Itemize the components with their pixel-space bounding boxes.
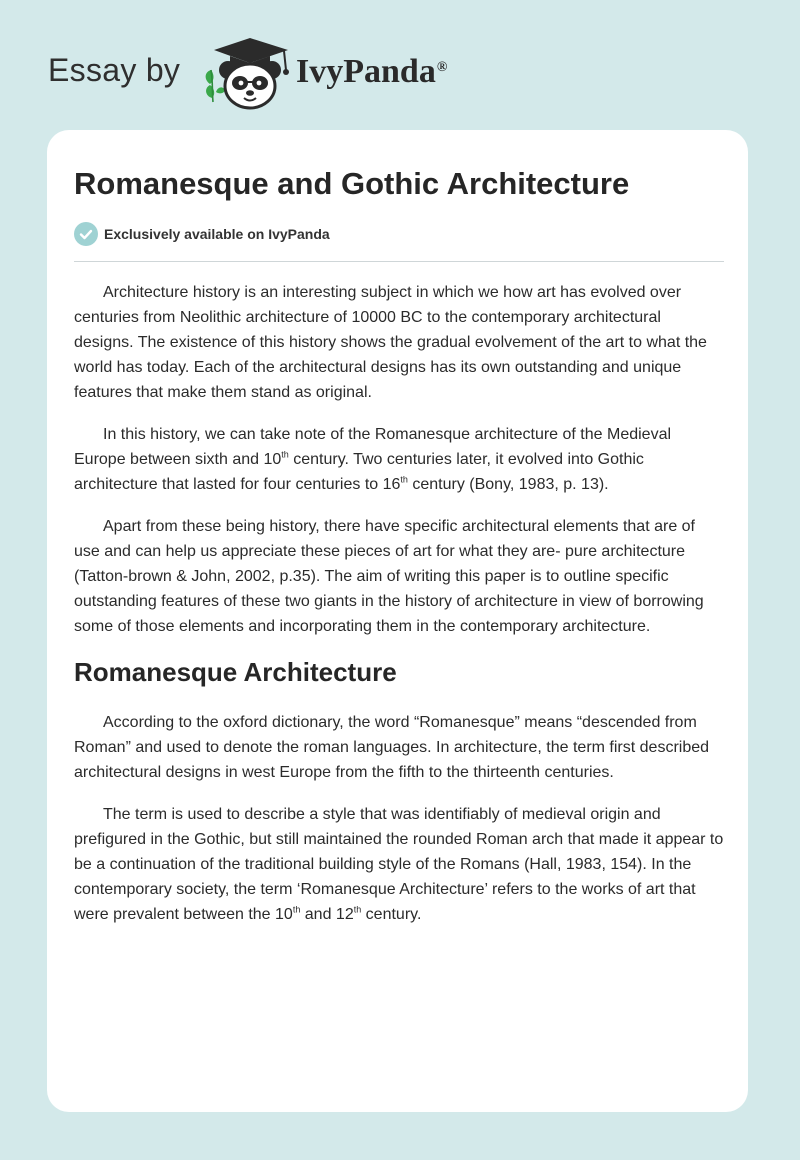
- essay-card: [47, 130, 748, 1112]
- panda-graduation-cap-icon[interactable]: [200, 36, 296, 112]
- paragraph-5: The term is used to describe a style that was identifiably of medieval origin and prefigured in the Gothic, but still maintained the rounded Roman arch that made it appear to be a continuation of the traditional building style of the Romans (Hall, 1983, 154). In the contemporary society, the term ‘Romanesque Architecture’ refers to the works of art that were prevalent between the 10th and 12th century.: [74, 806, 724, 923]
- exclusive-badge-label: Exclusively available on IvyPanda: [104, 226, 330, 242]
- paragraph-4: According to the oxford dictionary, the word “Romanesque” means “descended from Roman” and used to denote the roman languages. In architecture, the term first described architectural designs in west Europe from the fifth to the thirteenth centuries.: [74, 714, 710, 781]
- paragraph-1: Architecture history is an interesting subject in which we how art has evolved over centuries from Neolithic architecture of 10000 BC to the contemporary architectural designs. The existence of this history shows the gradual evolvement of the art to what the world has today. Each of the architectural designs has its own outstanding and unique features that make them stand as original.: [74, 284, 707, 401]
- site-header: [0, 0, 800, 120]
- exclusive-badge: [74, 222, 330, 246]
- check-circle-icon: [74, 222, 98, 246]
- essay-by-label: Essay by: [48, 52, 181, 88]
- paragraph-2: In this history, we can take note of the Romanesque architecture of the Medieval Europe between sixth and 10th century. Two centuries later, it evolved into Gothic architecture that lasted for four centuries to 16th century (Bony, 1983, p. 13).: [74, 426, 672, 493]
- registered-mark: ®: [436, 60, 448, 75]
- section-heading: Romanesque Architecture: [74, 657, 397, 687]
- brand-name[interactable]: [296, 53, 447, 91]
- essay-body: [74, 280, 724, 944]
- brand-name-text: IvyPanda: [296, 53, 436, 90]
- divider: [74, 261, 724, 262]
- page-title: Romanesque and Gothic Architecture: [74, 166, 630, 201]
- paragraph-3: Apart from these being history, there have specific architectural elements that are of use and can help us appreciate these pieces of art for what they are- pure architecture (Tatton-brown & John, 2002, p.35). The aim of writing this paper is to outline specific outstanding features of these two giants in the history of architecture in view of borrowing some of those elements and incorporating them in the contemporary architecture.: [74, 518, 704, 635]
